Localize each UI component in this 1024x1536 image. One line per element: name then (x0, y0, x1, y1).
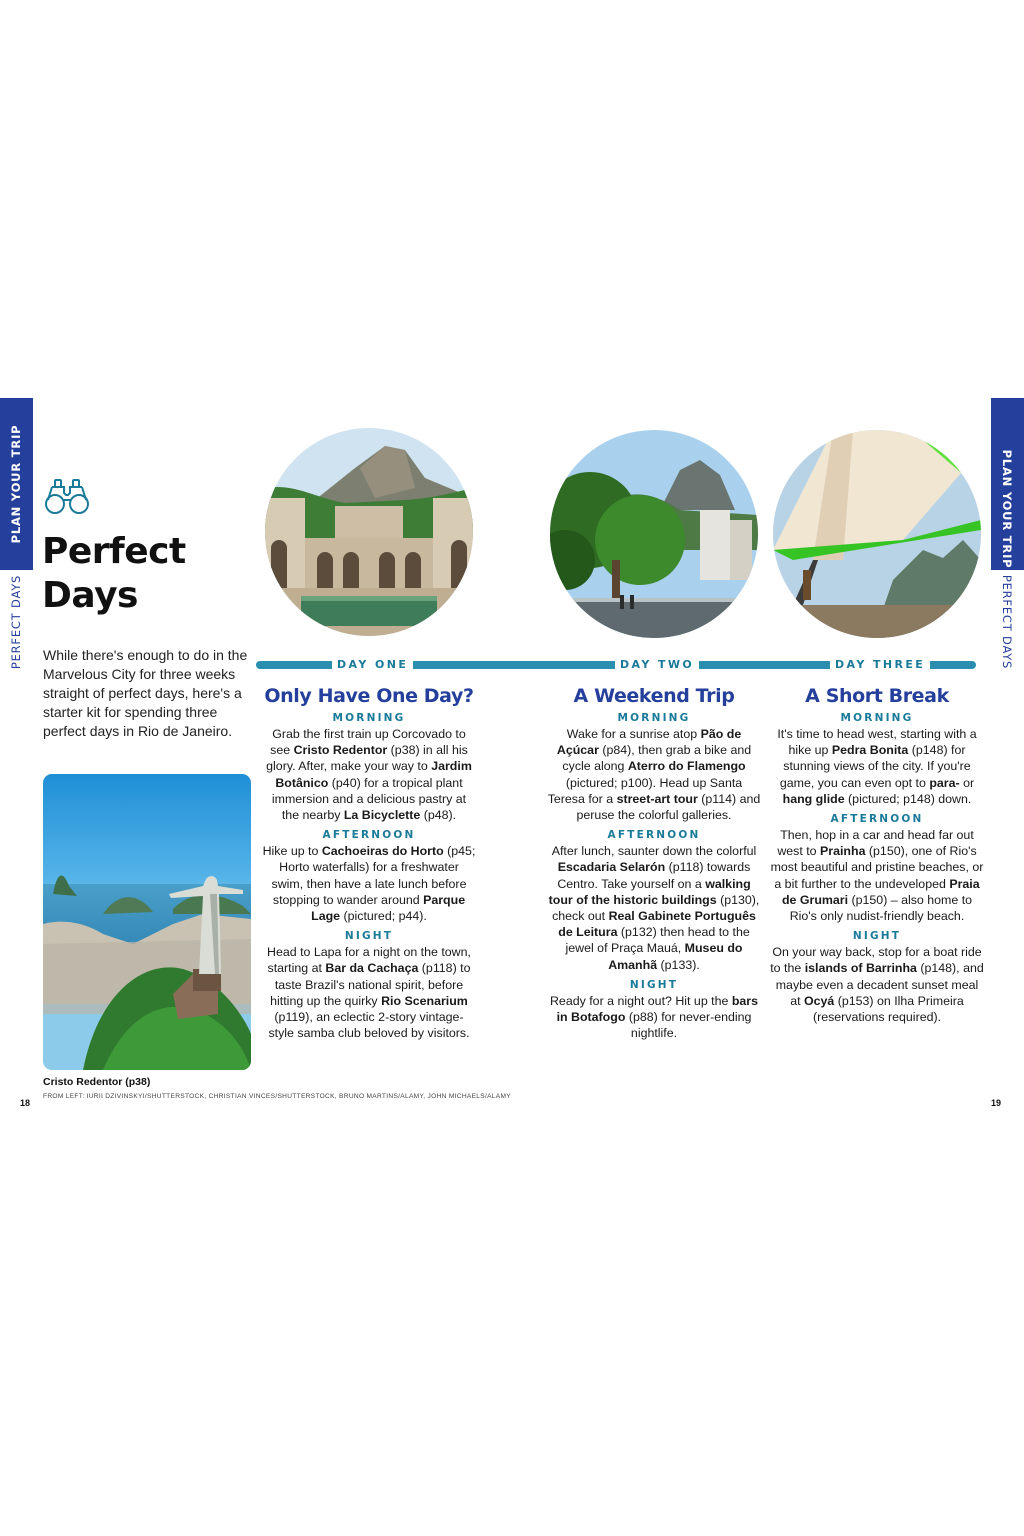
time-of-day-heading: MORNING (332, 712, 406, 724)
page-title: Perfect Days (42, 531, 186, 616)
chapter-label-left: PERFECT DAYS (9, 574, 23, 670)
itinerary-text: After lunch, saunter down the colorful Escadaria Selarón (p118) towards Centro. Take yourself on a walking tour of the historic buildings (p130), check out Real Gabinete Português de Leitura (p132) then head to the jewel of Praça Mauá, Museu do Amanhã (p133). (548, 844, 760, 972)
itinerary-text: Grab the first train up Corcovado to see Cristo Redentor (p38) in all his glory. After, make your way to Jardim Botânico (p40) for a tropical plant immersion and a delicious pastry at the nearby La Bicyclette (p48). (266, 727, 472, 823)
page-number-left: 18 (20, 1098, 31, 1108)
itinerary-text: On your way back, stop for a boat ride to the islands of Barrinha (p148), and maybe even a decadent sunset meal at Ocyá (p153) on Ilha Primeira (reservations required). (770, 945, 984, 1025)
time-of-day-heading: NIGHT (629, 978, 679, 991)
itinerary-text: Then, hop in a car and head far out west to Prainha (p150), one of Rio's most beautiful and pristine beaches, or a bit further to the undeveloped Praia de Grumari (p150) – also home to Rio's only nudist-friendly beach. (770, 828, 984, 924)
itinerary-text: Wake for a sunrise atop Pão de Açúcar (p84), then grab a bike and cycle along Aterro do Flamengo (pictured; p100). Head up Santa Teresa for a street-art tour (p114) and peruse the colorful galleries. (547, 727, 761, 823)
parque-lage-photo (265, 428, 473, 636)
time-of-day-heading: NIGHT (852, 930, 902, 943)
photo-credits: FROM LEFT: IURII DZIVINSKYI/SHUTTERSTOCK, CHRISTIAN VINCES/SHUTTERSTOCK, BRUNO MARTINS/ALAMY, JOHN MICHAELS/ALAMY (43, 1093, 511, 1100)
day-label-two: DAY TWO (615, 658, 699, 672)
photo-caption: Cristo Redentor (p38) (43, 1076, 151, 1088)
itinerary-text: Head to Lapa for a night on the town, starting at Bar da Cachaça (p118) to taste Brazil's national spirit, before hitting up the quirky Rio Scenarium (p119), an eclectic 2-story vintage-style samba club beloved by visitors. (267, 945, 471, 1041)
time-of-day-heading: NIGHT (344, 930, 394, 943)
time-of-day-heading: MORNING (840, 712, 914, 724)
section-label-right: PLAN YOUR TRIP (1000, 449, 1014, 569)
cristo-redentor-photo (43, 774, 251, 1070)
aterro-do-flamengo-photo (550, 430, 758, 638)
chapter-label-right: PERFECT DAYS (1000, 574, 1014, 670)
day-label-three: DAY THREE (830, 658, 930, 672)
itinerary-text: It's time to head west, starting with a hike up Pedra Bonita (p148) for stunning views of the city. If you're game, you can even opt to para- or hang glide (pictured; p148) down. (777, 727, 977, 806)
section-label-left: PLAN YOUR TRIP (9, 424, 23, 544)
day-column-title: A Weekend Trip (573, 685, 735, 707)
time-of-day-heading: AFTERNOON (607, 829, 701, 842)
day-column-two (547, 684, 761, 1041)
time-of-day-heading: AFTERNOON (830, 813, 924, 826)
day-column-title: A Short Break (805, 685, 949, 707)
time-of-day-heading: AFTERNOON (322, 829, 416, 842)
page-number-right: 19 (991, 1098, 1002, 1108)
binoculars-icon (44, 478, 90, 516)
itinerary-text: Ready for a night out? Hit up the bars in Botafogo (p88) for never-ending nightlife. (549, 993, 759, 1041)
day-column-title: Only Have One Day? (264, 685, 474, 707)
day-column-three (770, 684, 984, 1025)
time-of-day-heading: MORNING (617, 712, 691, 724)
day-label-one: DAY ONE (332, 658, 413, 672)
itinerary-text: Hike up to Cachoeiras do Horto (p45; Horto waterfalls) for a freshwater swim, then have a late lunch before stopping to wander around Parque Lage (pictured; p44). (262, 844, 476, 924)
intro-text: While there's enough to do in the Marvelous City for three weeks straight of perfect days, here's a starter kit for spending three perfect days in Rio de Janeiro. (43, 647, 248, 739)
day-column-one (262, 684, 476, 1041)
hang-glide-photo (773, 430, 981, 638)
